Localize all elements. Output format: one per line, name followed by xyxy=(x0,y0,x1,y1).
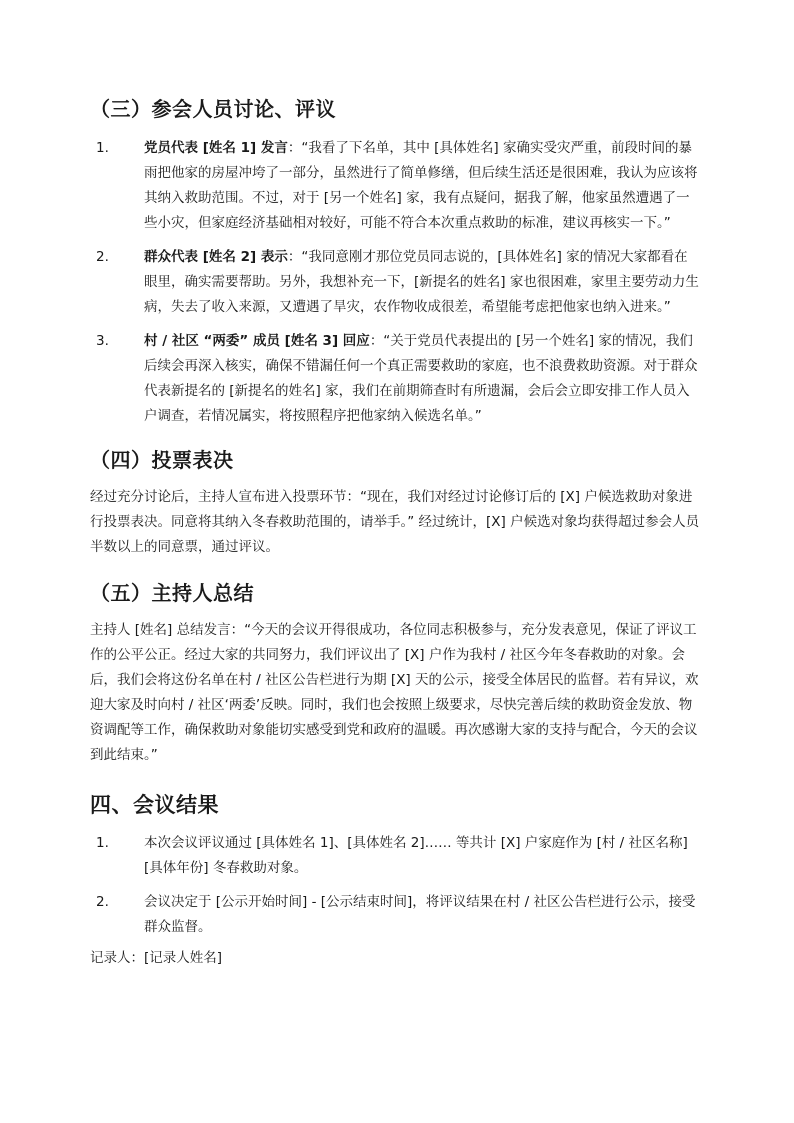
result-item xyxy=(90,831,700,881)
speaker-label: 村 / 社区 “两委” 成员 [姓名 3] 回应 xyxy=(144,333,370,349)
section-heading-vote: （四）投票表决 xyxy=(90,448,234,472)
result-text: 本次会议评议通过 [具体姓名 1]、[具体姓名 2]…… 等共计 [X] 户家庭作为 [村 / 社区名称] [具体年份] 冬春救助对象。 xyxy=(144,835,688,877)
discussion-item xyxy=(90,245,700,320)
section-heading-results: 四、会议结果 xyxy=(90,793,219,817)
vote-paragraph: 经过充分讨论后，主持人宣布进入投票环节：“现在，我们对经过讨论修订后的 [X] 户候选救助对象进行投票表决。同意将其纳入冬春救助范围的，请举手。” 经过统计，[X] 户候选对象均获得超过参会人员半数以上的同意票，通过评议。 xyxy=(90,489,700,555)
discussion-item xyxy=(90,136,700,236)
result-item xyxy=(90,890,700,940)
section-heading-discussion: （三）参会人员讨论、评议 xyxy=(90,97,336,121)
summary-paragraph: 主持人 [姓名] 总结发言：“今天的会议开得很成功，各位同志积极参与，充分发表意见，保证了评议工作的公平公正。经过大家的共同努力，我们评议出了 [X] 户作为我村 / 社区今年冬春救助的对象。会后，我们会将这份名单在村 / 社区公告栏进行为期 [X] 天的公示，接受全体居民的监督。若有异议，欢迎大家及时向村 / 社区‘两委’反映。同时，我们也会按照上级要求，尽快完善后续的救助资金发放、物资调配等工作，确保救助对象能切实感受到党和政府的温暖。再次感谢大家的支持与配合，今天的会议到此结束。” xyxy=(90,622,699,763)
section-heading-summary: （五）主持人总结 xyxy=(90,581,254,605)
discussion-list xyxy=(90,136,700,429)
speech-text: ：“我看了下名单，其中 [具体姓名] 家确实受灾严重，前段时间的暴雨把他家的房屋冲垮了一部分，虽然进行了简单修缮，但后续生活还是很困难，我认为应该将其纳入救助范围。不过，对于 [另一个姓名] 家，我有点疑问，据我了解，他家虽然遭遇了一些小灾，但家庭经济基础相对较好，可能不符合本次重点救助的标准，建议再核实一下。” xyxy=(144,140,698,231)
document-page xyxy=(90,88,700,971)
results-list xyxy=(90,831,700,940)
speaker-label: 党员代表 [姓名 1] 发言 xyxy=(144,140,288,156)
speaker-label: 群众代表 [姓名 2] 表示 xyxy=(144,249,288,265)
list-number: 1. xyxy=(96,835,109,852)
list-number: 1. xyxy=(96,140,109,156)
speech-text: ：“关于党员代表提出的 [另一个姓名] 家的情况，我们后续会再深入核实，确保不错漏任何一个真正需要救助的家庭，也不浪费救助资源。对于群众代表新提名的 [新提名的姓名] 家，我们在前期筛查时有所遗漏，会后会立即安排工作人员入户调查，若情况属实，将按照程序把他家纳入候选名单。” xyxy=(144,333,698,424)
list-number: 3. xyxy=(96,333,109,349)
discussion-item xyxy=(90,329,700,429)
list-number: 2. xyxy=(96,894,109,911)
list-number: 2. xyxy=(96,249,109,265)
result-text: 会议决定于 [公示开始时间] - [公示结束时间]，将评议结果在村 / 社区公告栏进行公示，接受群众监督。 xyxy=(144,894,696,936)
recorder-line: 记录人：[记录人姓名] xyxy=(90,950,223,967)
speech-text: ：“我同意刚才那位党员同志说的，[具体姓名] 家的情况大家都看在眼里，确实需要帮助。另外，我想补充一下，[新提名的姓名] 家也很困难，家里主要劳动力生病，失去了收入来源，又遭遇了旱灾，农作物收成很差，希望能考虑把他家也纳入进来。” xyxy=(144,249,699,315)
